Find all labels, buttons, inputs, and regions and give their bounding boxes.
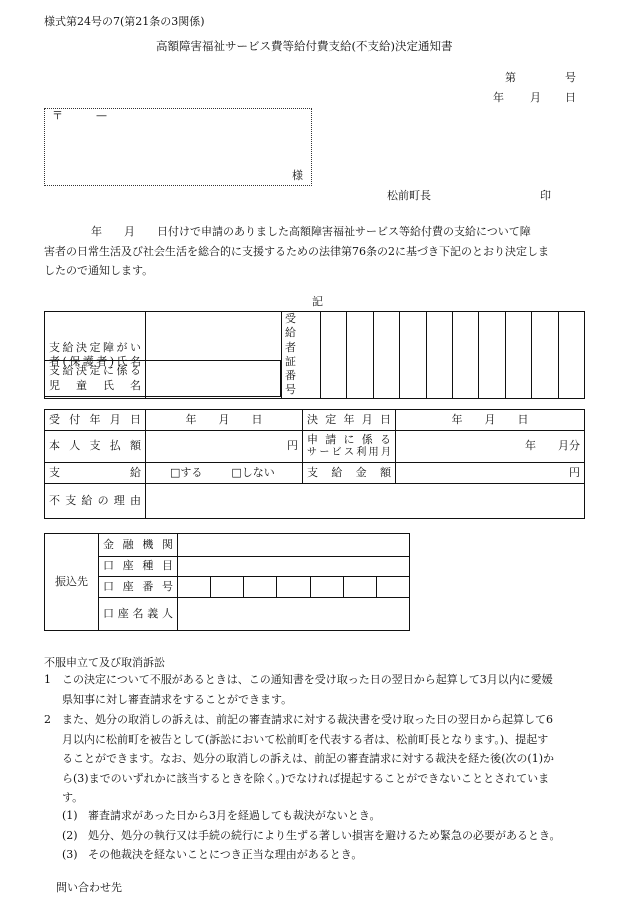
document-number-dai: 第	[505, 71, 516, 84]
payment-choice	[146, 463, 303, 484]
decision-date-value[interactable]: 年 月 日	[396, 410, 585, 431]
subitem-text: 処分、処分の執行又は手続の続行により生ずる著しい損害を避けるため緊急の必要があるとき。	[88, 828, 561, 842]
account-digit-cell[interactable]	[343, 577, 376, 598]
cert-digit-cell[interactable]	[426, 312, 452, 399]
cert-digit-cell[interactable]	[532, 312, 558, 399]
payment-yes-checkbox[interactable]: □する	[170, 465, 203, 479]
payment-amount-label: 支給金額	[303, 463, 396, 484]
payment-no-checkbox[interactable]: □しない	[231, 465, 275, 479]
bank-title: 振込先	[45, 534, 99, 631]
cert-digit-cell[interactable]	[347, 312, 373, 399]
appeal-heading: 不服申立て及び取消訴訟	[44, 656, 165, 669]
intro-line: 年 月 日付けで申請のありました高額障害福祉サービス等給付費の支給について障	[91, 225, 531, 238]
receipt-date-label: 受付年月日	[45, 410, 146, 431]
ki-label: 記	[312, 295, 323, 308]
appeal-line: この決定について不服があるときは、この通知書を受け取った日の翌日から起算して3月以内に愛媛	[62, 673, 553, 686]
date-month: 月	[530, 91, 541, 104]
account-number-label: 口座番号	[99, 577, 178, 598]
account-holder-label: 口座名義人	[99, 598, 178, 631]
cert-digit-cell[interactable]	[452, 312, 478, 399]
postal-mark: 〒	[52, 109, 63, 122]
document-title: 高額障害福祉サービス費等給付費支給(不支給)決定通知書	[156, 39, 453, 53]
account-type-label: 口座種目	[99, 557, 178, 577]
subitem-text: 審査請求があった日から3月を経過しても裁決がないとき。	[88, 809, 381, 822]
appeal-line: また、処分の取消しの訴えは、前記の審査請求に対する裁決書を受け取った日の翌日から起算して6	[62, 713, 553, 726]
sender-name: 松前町長	[387, 189, 431, 202]
address-box	[44, 108, 312, 186]
cert-digit-cell[interactable]	[321, 312, 347, 399]
form-code: 様式第24号の7(第21条の3関係)	[44, 15, 205, 28]
appeal-subitems	[62, 806, 622, 865]
appeal-item-number: 2	[44, 713, 51, 726]
appeal-line: す。	[62, 791, 84, 804]
intro-line: 害者の日常生活及び社会生活を総合的に支援するための法律第76条の2に基づき下記のとおり決定しま	[44, 244, 549, 258]
intro-line: したので通知します。	[44, 264, 154, 277]
postal-dash: —	[96, 109, 107, 122]
decision-date-label: 決定年月日	[303, 410, 396, 431]
receipt-date-value[interactable]: 年 月 日	[146, 410, 303, 431]
payment-amount-value[interactable]: 円	[396, 463, 585, 484]
appeal-item-number: 1	[44, 673, 51, 686]
child-table	[44, 360, 281, 397]
subitem-number: (1)	[62, 809, 78, 822]
child-name-cell[interactable]	[146, 361, 281, 397]
recipient-name-label: 支給決定障がい 者(保護者)氏名	[45, 312, 146, 399]
self-pay-value[interactable]: 円	[146, 431, 303, 463]
bank-name-value[interactable]	[178, 534, 410, 557]
subitem-number: (3)	[62, 848, 78, 861]
bank-table	[44, 533, 410, 631]
subitem-number: (2)	[62, 828, 78, 842]
cert-digit-cell[interactable]	[400, 312, 426, 399]
service-month-label: 申請に係る サービス利用月	[303, 431, 396, 463]
appeal-item-2	[44, 710, 619, 808]
account-digit-cell[interactable]	[277, 577, 310, 598]
account-digit-cell[interactable]	[376, 577, 409, 598]
appeal-line: 県知事に対し審査請求をすることができます。	[62, 692, 293, 706]
cert-digit-cell[interactable]	[558, 312, 584, 399]
cert-digit-cell[interactable]	[505, 312, 531, 399]
payment-label: 支 給	[45, 463, 146, 484]
account-digit-cell[interactable]	[244, 577, 277, 598]
seal-mark: 印	[540, 189, 551, 202]
appeal-line: 月以内に松前町を被告として(訴訟において松前町を代表する者は、松前町長となります。)、提起す	[62, 732, 549, 746]
appeal-line: ら(3)までのいずれかに該当するときを除く。)でなければ提起することができないこととされていま	[62, 771, 550, 785]
child-name-label: 支給決定に係る 児 童 氏 名	[45, 361, 146, 397]
decision-table	[44, 409, 585, 519]
account-holder-value[interactable]	[178, 598, 410, 631]
cert-number-label: 受 給 者 証 番 号	[282, 312, 321, 399]
honorific-sama: 様	[292, 169, 303, 182]
self-pay-label: 本人支払額	[45, 431, 146, 463]
account-digit-cell[interactable]	[310, 577, 343, 598]
document-number-go: 号	[565, 71, 576, 84]
contact-label: 問い合わせ先	[56, 881, 122, 894]
account-digit-cell[interactable]	[211, 577, 244, 598]
service-month-value[interactable]: 年 月分	[396, 431, 585, 463]
non-payment-reason-label: 不支給の理由	[45, 484, 146, 519]
subitem-text: その他裁決を経ないことにつき正当な理由があるとき。	[88, 848, 363, 861]
cert-digit-cell[interactable]	[373, 312, 399, 399]
appeal-line: ることができます。なお、処分の取消しの訴えは、前記の審査請求に対する裁決を経た後(次の(1)か	[62, 752, 554, 765]
account-type-value[interactable]	[178, 557, 410, 577]
date-year: 年	[493, 91, 504, 104]
non-payment-reason-value[interactable]	[146, 484, 585, 519]
appeal-item-1	[44, 670, 619, 709]
bank-name-label: 金融機関	[99, 534, 178, 557]
account-digit-cell[interactable]	[178, 577, 211, 598]
intro-paragraph	[44, 222, 604, 281]
date-day: 日	[565, 91, 576, 104]
cert-digit-cell[interactable]	[479, 312, 505, 399]
